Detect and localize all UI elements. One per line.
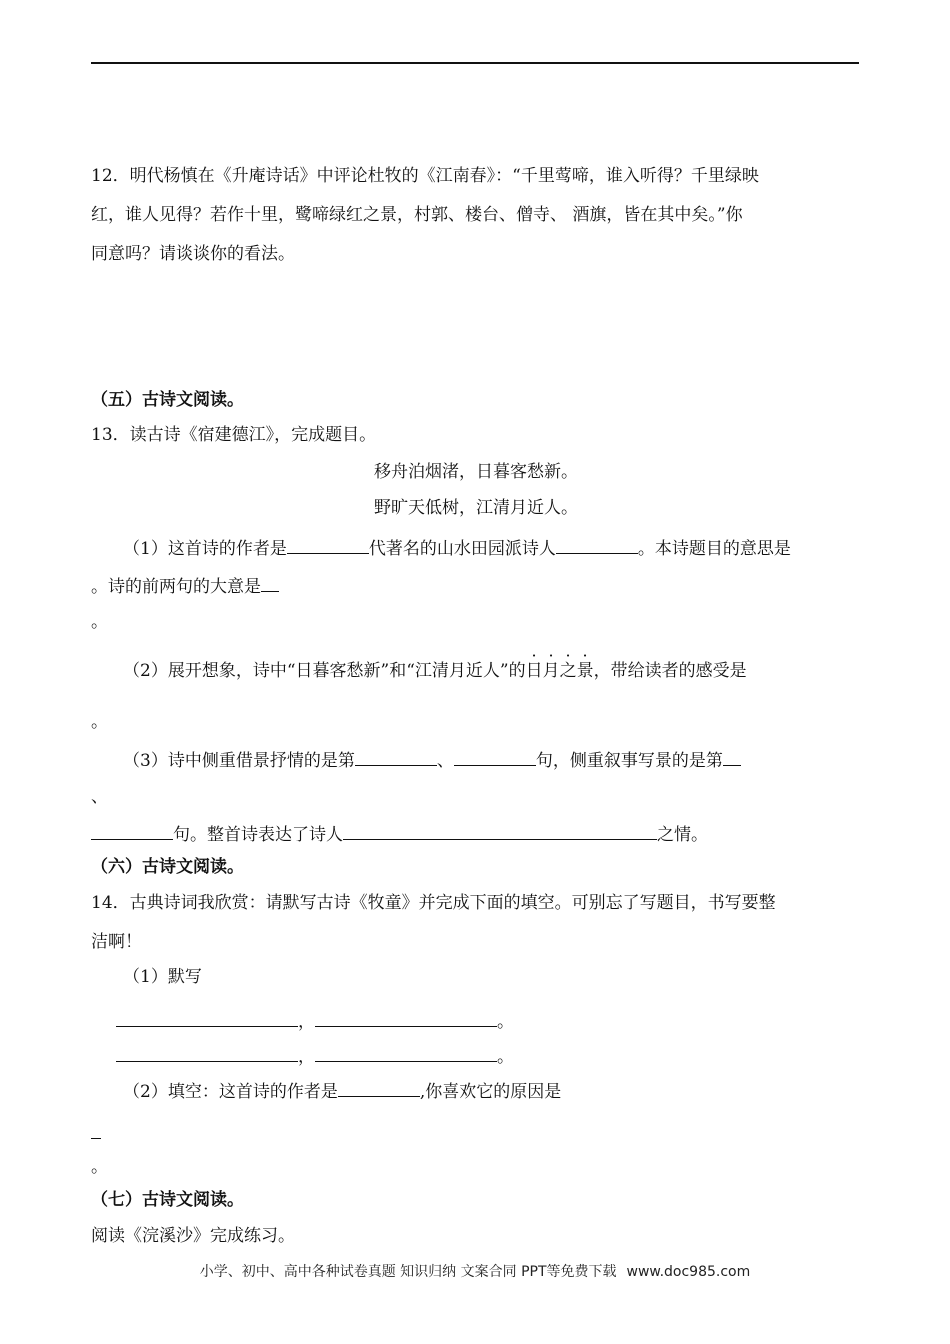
q13-narrative-line-blank-1[interactable] <box>723 747 741 766</box>
q13-p3-text-f: 之情。 <box>657 825 708 845</box>
q13-p1-text-b: 代著名的山水田园派诗人 <box>368 539 556 559</box>
dictation-blank-3[interactable] <box>116 1043 298 1062</box>
dictation-blank-1[interactable] <box>116 1008 298 1027</box>
q14-reason-row <box>91 1120 101 1145</box>
section-5-heading: （五）古诗文阅读。 <box>91 390 244 410</box>
q13-p3-text-c: 句，侧重叙事写景的是第 <box>535 751 723 771</box>
dictation-blank-4[interactable] <box>315 1043 497 1062</box>
q13-lyric-line-blank-1[interactable] <box>355 747 437 766</box>
poem-dictation-row-2 <box>116 1043 514 1068</box>
q13-p3-text-b: 、 <box>436 751 454 771</box>
q13-part1-cont <box>91 573 279 598</box>
q14-reason-blank[interactable] <box>91 1120 101 1139</box>
q12-line-2: 红，谁人见得？若作十里，鹭啼绿红之景，村郭、楼台、僧寺、 酒旗，皆在其中矣。”你 <box>91 205 743 225</box>
q12-line-3: 同意吗？请谈谈你的看法。 <box>91 244 295 264</box>
q14-line-2: 洁啊！ <box>91 932 142 952</box>
q13-author-name-blank[interactable] <box>556 535 638 554</box>
q13-p3-text-e: 句。整首诗表达了诗人 <box>173 825 343 845</box>
q13-author-dynasty-blank[interactable] <box>287 535 369 554</box>
q13-p2-text-a: （2）展开想象，诗中“日暮客愁新”和“江清月近人”的 <box>123 661 526 681</box>
q13-part1-end: 。 <box>91 612 108 632</box>
emphasis-char-yue: 月 <box>542 661 560 681</box>
q12-line-1: 12．明代杨慎在《升庵诗话》中评论杜牧的《江南春》：“千里莺啼，谁入听得？千里绿映 <box>91 166 759 186</box>
q13-p1-text-a: （1）这首诗的作者是 <box>123 539 287 559</box>
header-rule <box>91 62 859 64</box>
q14-line-1: 14．古典诗词我欣赏：请默写古诗《牧童》并完成下面的填空。可别忘了写题目，书写要整 <box>91 893 776 913</box>
section-6-heading: （六）古诗文阅读。 <box>91 857 244 877</box>
q14-part1: （1）默写 <box>123 967 202 987</box>
q13-emotion-blank[interactable] <box>343 821 657 840</box>
q13-p3-text-a: （3）诗中侧重借景抒情的是第 <box>123 751 355 771</box>
page-footer <box>0 1261 950 1281</box>
q13-meaning-blank[interactable] <box>261 573 279 592</box>
q13-p2-text-b: ，带给读者的感受是 <box>593 661 747 681</box>
q13-lyric-line-blank-2[interactable] <box>454 747 536 766</box>
q14-p2-text-b: ,你喜欢它的原因是 <box>419 1082 562 1102</box>
footer-text: 小学、初中、高中各种试卷真题 知识归纳 文案合同 PPT等免费下载 <box>199 1264 617 1280</box>
q14-author-blank[interactable] <box>338 1078 420 1097</box>
q13-p1-text-d: 。诗的前两句的大意是 <box>91 577 261 597</box>
q13-part3 <box>123 747 741 772</box>
emphasis-char-jing: 景 <box>576 661 594 681</box>
emphasis-char-ri: 日 <box>525 661 543 681</box>
q13-narrative-line-blank-2[interactable] <box>91 821 173 840</box>
q13-part3-sep: 、 <box>91 787 108 807</box>
q14-part2-end: 。 <box>91 1157 108 1177</box>
poem-dictation-row-1 <box>116 1008 514 1033</box>
q13-title: 13．读古诗《宿建德江》，完成题目。 <box>91 425 377 445</box>
dictation-period-1: 。 <box>497 1012 514 1032</box>
emphasis-char-zhi: 之 <box>559 661 577 681</box>
footer-url[interactable]: www.doc985.com <box>626 1264 751 1280</box>
q13-part2 <box>123 660 747 682</box>
dictation-comma-2: ， <box>298 1047 315 1067</box>
section-7-heading: （七）古诗文阅读。 <box>91 1190 244 1210</box>
q15-intro: 阅读《浣溪沙》完成练习。 <box>91 1226 295 1246</box>
q13-part1 <box>123 535 791 560</box>
q14-p2-text-a: （2）填空：这首诗的作者是 <box>123 1082 338 1102</box>
q13-part3-cont <box>91 821 708 846</box>
poem-line-2: 野旷天低树，江清月近人。 <box>374 498 578 518</box>
poem-line-1: 移舟泊烟渚，日暮客愁新。 <box>374 462 578 482</box>
q13-part2-end: 。 <box>91 712 108 732</box>
dictation-blank-2[interactable] <box>315 1008 497 1027</box>
q14-part2 <box>123 1078 561 1103</box>
q13-p1-text-c: 。本诗题目的意思是 <box>637 539 791 559</box>
dictation-period-2: 。 <box>497 1047 514 1067</box>
dictation-comma-1: ， <box>298 1012 315 1032</box>
